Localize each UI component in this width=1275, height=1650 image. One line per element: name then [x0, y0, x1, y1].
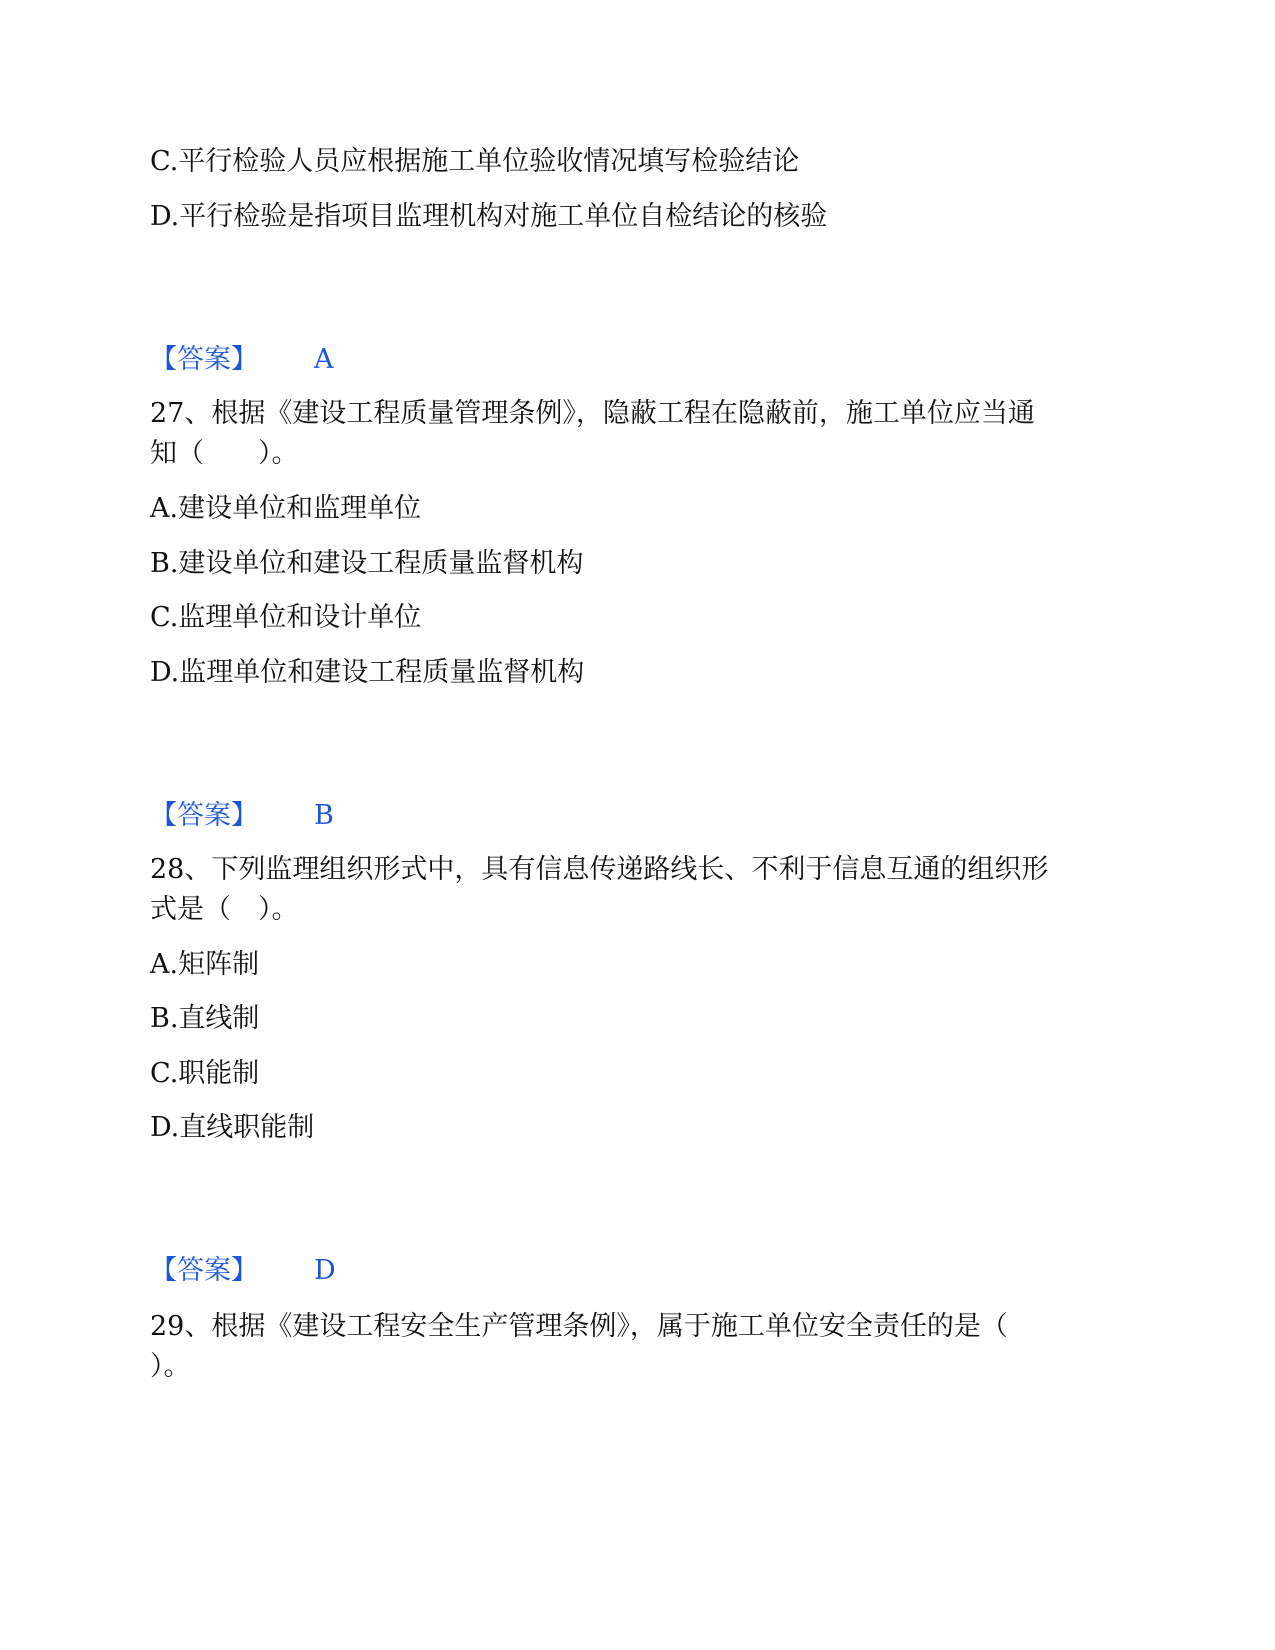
q28-option-c: C.职能制	[150, 1058, 260, 1089]
answer-value: B	[314, 800, 334, 831]
q26-option-c: C.平行检验人员应根据施工单位验收情况填写检验结论	[150, 146, 800, 177]
q29-stem-line1: 29、根据《建设工程安全生产管理条例》，属于施工单位安全责任的是（	[150, 1311, 1008, 1342]
answer-label: 【答案】	[150, 1255, 258, 1286]
q27-stem-line1: 27、根据《建设工程质量管理条例》，隐蔽工程在隐蔽前，施工单位应当通	[150, 398, 1035, 429]
answer-label: 【答案】	[150, 800, 258, 831]
q28-option-d: D.直线职能制	[150, 1112, 315, 1143]
q26-answer	[150, 343, 334, 377]
q27-stem-line2: 知（ ）。	[150, 438, 299, 469]
q28-option-b: B.直线制	[150, 1003, 260, 1034]
q28-stem-line1: 28、下列监理组织形式中，具有信息传递路线长、不利于信息互通的组织形	[150, 854, 1049, 885]
answer-value: D	[314, 1255, 336, 1286]
answer-value: A	[314, 344, 334, 375]
q28-stem-line2: 式是（ ）。	[150, 894, 299, 925]
q28-answer	[150, 1254, 336, 1288]
q27-answer	[150, 799, 334, 833]
answer-label: 【答案】	[150, 344, 258, 375]
q27-option-a: A.建设单位和监理单位	[150, 493, 422, 524]
q28-option-a: A.矩阵制	[150, 949, 260, 980]
q27-option-d: D.监理单位和建设工程质量监督机构	[150, 657, 585, 688]
q27-option-b: B.建设单位和建设工程质量监督机构	[150, 548, 584, 579]
q26-option-d: D.平行检验是指项目监理机构对施工单位自检结论的核验	[150, 201, 828, 232]
q27-option-c: C.监理单位和设计单位	[150, 602, 422, 633]
q29-stem-line2: ）。	[150, 1351, 191, 1382]
